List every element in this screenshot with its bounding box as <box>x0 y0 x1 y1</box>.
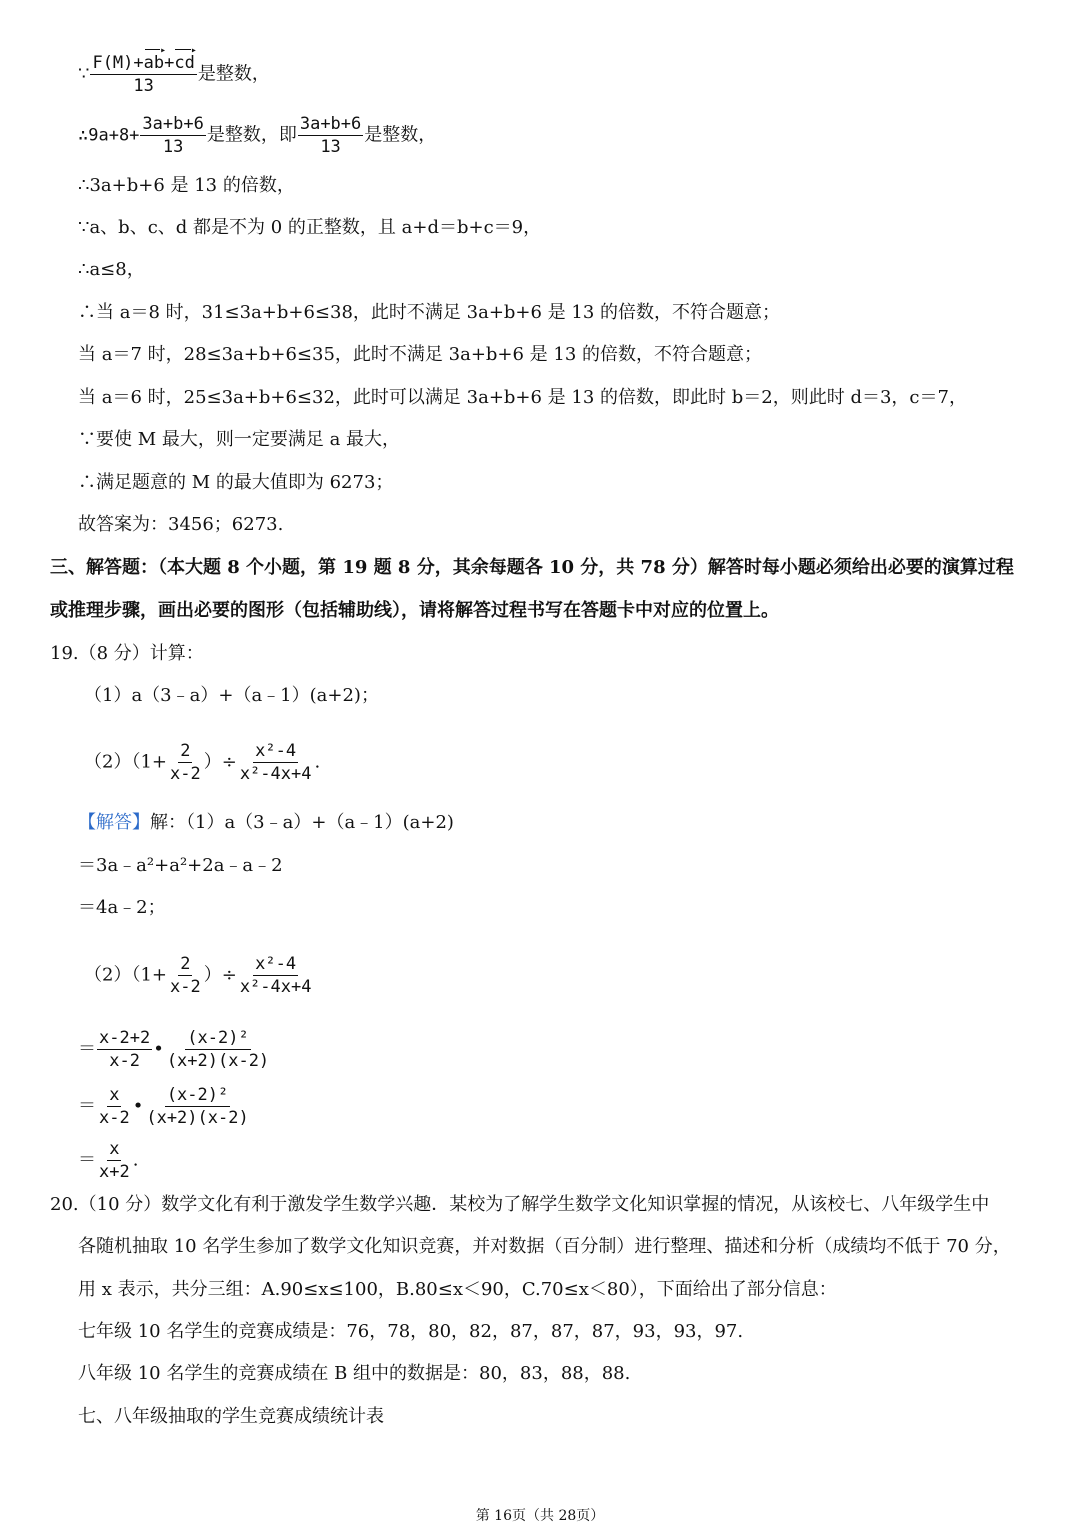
fraction <box>168 740 203 785</box>
text: 是整数， <box>364 124 437 146</box>
numerator: x-2+2 <box>99 1028 151 1048</box>
fraction <box>165 1027 271 1072</box>
step-7: 当 a＝7 时，28≤3a+b+6≤35，此时不满足 3a+b+6 是 13 的倍数，不符合题意； <box>78 344 763 365</box>
section-heading: 三、解答题：（本大题 8 个小题，第 19 题 8 分，其余每题各 10 分，共 78 分）解答时每小题必须给出必要的演算过程 <box>50 557 1014 578</box>
step-5: ∴a≤8， <box>78 259 145 280</box>
step-1 <box>78 52 270 97</box>
step-10: ∴满足题意的 M 的最大值即为 6273； <box>78 472 394 493</box>
vector-ab: ab ▸ <box>144 52 164 74</box>
equals-sign: ＝ <box>78 1038 96 1060</box>
q19-step-b2 <box>78 1084 252 1129</box>
q19-answer-line3: ＝4a﹣2； <box>78 897 166 918</box>
answer-tag: 【解答】 <box>78 812 150 833</box>
step-4: ∵a、b、c、d 都是不为 0 的正整数，且 a+d＝b+c＝9， <box>78 217 542 238</box>
plus-sign: + <box>164 53 175 73</box>
denominator: x-2 <box>170 977 201 997</box>
numerator: (x-2)² <box>166 1085 229 1105</box>
numerator: 3a+b+6 <box>299 114 362 134</box>
equals-sign: ＝ <box>78 1095 96 1117</box>
numerator: (x-2)² <box>187 1028 249 1048</box>
text: 解：（1）a（3﹣a）+（a﹣1）(a+2) <box>150 812 454 833</box>
q20-line3: 用 x 表示，共分三组：A.90≤x≤100，B.80≤x＜90，C.70≤x＜80），下面给出了部分信息： <box>78 1279 837 1300</box>
denominator: 13 <box>133 76 154 96</box>
step-2 <box>78 113 436 158</box>
denominator: x²-4x+4 <box>239 977 312 997</box>
q19-part2 <box>84 740 320 785</box>
q20-line6: 七、八年级抽取的学生竞赛成绩统计表 <box>78 1406 384 1427</box>
period: . <box>314 751 321 773</box>
fraction <box>168 953 203 998</box>
vector-cd: cd ▸ <box>174 52 194 74</box>
text: （2）（1+ <box>84 964 167 986</box>
page-footer: 第 16页（共 28页） <box>475 1508 605 1524</box>
denominator: x-2 <box>109 1051 140 1071</box>
fraction <box>238 740 314 785</box>
fraction <box>97 1027 152 1072</box>
q20-line4: 七年级 10 名学生的竞赛成绩是：76，78，80，82，87，87，87，93，93，97. <box>78 1321 744 1342</box>
denominator: 13 <box>320 137 341 157</box>
step-8: 当 a＝6 时，25≤3a+b+6≤32，此时可以满足 3a+b+6 是 13 的倍数，即此时 b＝2，则此时 d＝3，c＝7， <box>78 387 967 408</box>
because-symbol: ∵ <box>78 63 90 85</box>
denominator: (x+2)(x-2) <box>166 1051 270 1071</box>
numerator: x <box>109 1085 120 1105</box>
multiply-dot: • <box>153 1038 164 1060</box>
text: ）÷ <box>203 751 237 773</box>
q20-line2: 各随机抽取 10 名学生参加了数学文化知识竞赛，并对数据（百分制）进行整理、描述和分析（成绩均不低于 70 分， <box>78 1236 1011 1257</box>
numerator: 3a+b+6 <box>142 114 204 134</box>
numerator: 2 <box>180 954 191 974</box>
fraction <box>97 1138 132 1183</box>
q19-step-b1 <box>78 1027 272 1072</box>
period: . <box>132 1149 139 1171</box>
step-3: ∴3a+b+6 是 13 的倍数， <box>78 175 295 196</box>
text: ）÷ <box>203 964 237 986</box>
multiply-dot: • <box>132 1095 144 1117</box>
f-of-m: F(M)+ <box>92 53 144 73</box>
section-heading-cont: 或推理步骤，画出必要的图形（包括辅助线），请将解答过程书写在答题卡中对应的位置上。 <box>50 600 779 621</box>
denominator: (x+2)(x-2) <box>146 1108 249 1128</box>
denominator: x-2 <box>170 764 201 784</box>
fraction <box>97 1084 132 1129</box>
equals-sign: ＝ <box>78 1149 96 1171</box>
denominator: x²-4x+4 <box>239 764 312 784</box>
numerator: x²-4 <box>255 954 297 974</box>
fraction <box>298 113 363 158</box>
text: 是整数，即 <box>206 124 297 146</box>
q19-answer-line2: ＝3a﹣a²+a²+2a﹣a﹣2 <box>78 855 283 876</box>
text: 是整数， <box>197 63 270 85</box>
fraction <box>90 52 196 97</box>
denominator: 13 <box>162 137 184 157</box>
fraction <box>144 1084 250 1129</box>
denominator: x-2 <box>99 1108 130 1128</box>
numerator: 2 <box>180 741 191 761</box>
fraction <box>238 953 314 998</box>
q20-line5: 八年级 10 名学生的竞赛成绩在 B 组中的数据是：80，83，88，88. <box>78 1363 631 1384</box>
fraction <box>140 113 205 158</box>
step-11: 故答案为：3456；6273. <box>78 514 284 535</box>
q19-part2-repeat <box>84 953 314 998</box>
q19-header: 19.（8 分）计算： <box>50 643 204 664</box>
q19-answer-line1 <box>78 809 454 837</box>
denominator: x+2 <box>99 1162 130 1182</box>
text: （2）（1+ <box>84 751 167 773</box>
q19-step-b3 <box>78 1138 138 1183</box>
q19-part1: （1）a（3﹣a）+（a﹣1）(a+2)； <box>84 685 379 706</box>
expression: ∴9a+8+ <box>78 125 140 146</box>
q20-line1: 20.（10 分）数学文化有利于激发学生数学兴趣．某校为了解学生数学文化知识掌握的情况，从该校七、八年级学生中 <box>50 1194 990 1215</box>
numerator: x <box>109 1139 120 1159</box>
step-9: ∵要使 M 最大，则一定要满足 a 最大， <box>78 429 401 450</box>
step-6: ∴当 a＝8 时，31≤3a+b+6≤38，此时不满足 3a+b+6 是 13 的倍数，不符合题意； <box>78 302 781 323</box>
numerator: x²-4 <box>255 741 297 761</box>
